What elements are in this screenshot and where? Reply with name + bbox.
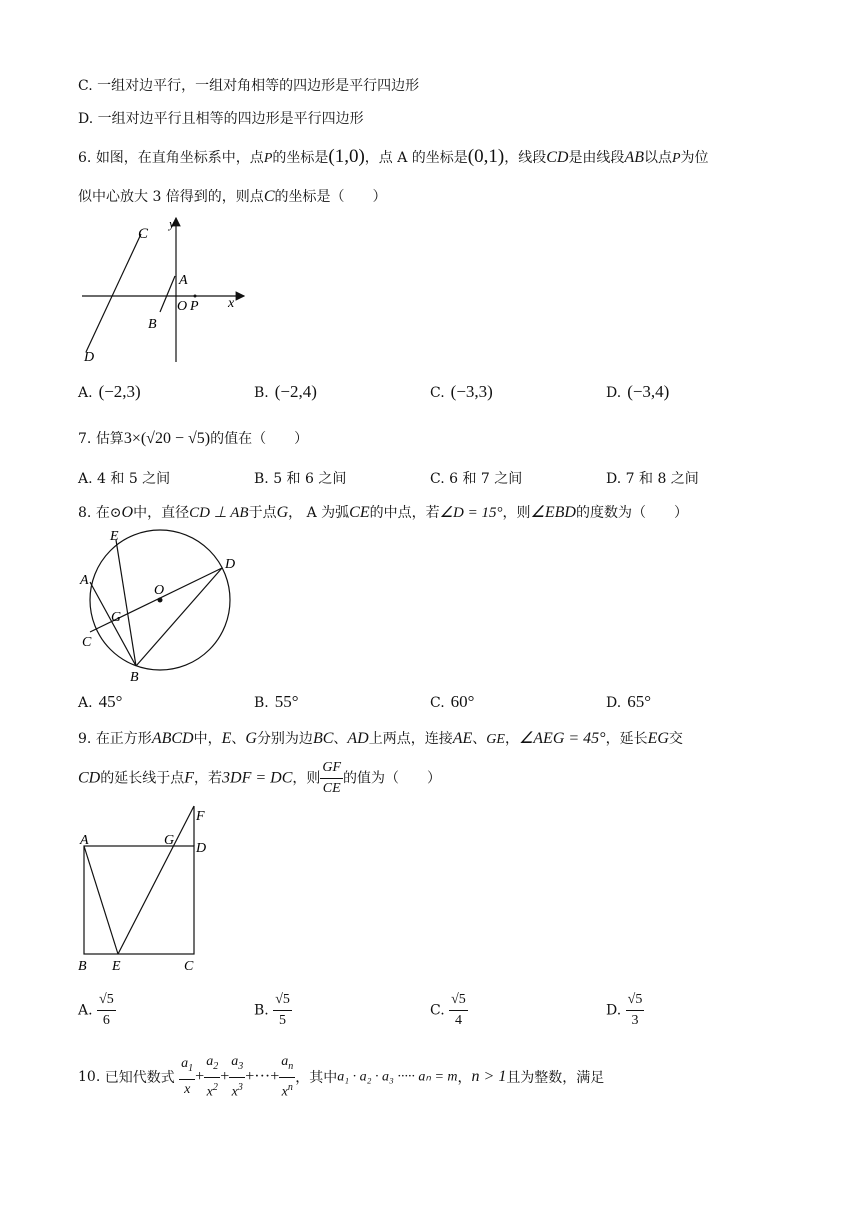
- term-a1-over-x: $\frac{a_1}{x}$: [181, 1056, 194, 1098]
- q10-text: ，: [457, 1070, 472, 1087]
- option-letter: A.: [78, 695, 93, 711]
- q9-text: 中，: [193, 731, 222, 747]
- question-number: 6.: [78, 150, 92, 166]
- q9-option-c[interactable]: [430, 990, 468, 1031]
- q9-text: 的值为（ ）: [343, 770, 442, 787]
- fraction-numerator: GF: [320, 758, 343, 779]
- q8-condition: CD ⊥ AB: [189, 505, 249, 521]
- side-cd: CD: [78, 769, 101, 787]
- fraction-denominator: 3: [631, 1013, 639, 1028]
- point-g: G: [276, 504, 289, 521]
- option-value: 4 和 5 之间: [97, 471, 171, 487]
- label-d: D: [225, 557, 236, 572]
- side-ad: AD: [347, 730, 369, 747]
- label-e: E: [112, 959, 121, 974]
- option-value: (−3,4): [627, 382, 670, 401]
- label-p: P: [190, 299, 199, 314]
- label-b: B: [130, 670, 139, 684]
- option-letter: D.: [606, 695, 622, 711]
- a-coordinate: (0,1): [467, 146, 505, 167]
- segment-ae: AE: [452, 730, 473, 747]
- question-6-line-2: [78, 186, 386, 206]
- q6-option-d[interactable]: [606, 382, 669, 402]
- label-a: A: [80, 833, 89, 848]
- option-letter: B.: [254, 1002, 269, 1019]
- fraction-denominator: CE: [322, 781, 341, 796]
- q9-text: 、: [231, 731, 246, 747]
- option-value: (−2,3): [98, 382, 141, 401]
- segment-eg: EG: [647, 730, 669, 747]
- q9-text: 上两点，连接: [368, 731, 453, 747]
- circle-o: O: [121, 504, 134, 521]
- label-d: D: [84, 350, 95, 365]
- question-number: 7.: [78, 431, 92, 447]
- angle-ebd: ∠EBD: [530, 504, 576, 521]
- label-a: A: [80, 573, 89, 588]
- q7-option-c[interactable]: [430, 468, 522, 488]
- q7-option-d[interactable]: [606, 468, 699, 488]
- option-letter: C.: [430, 471, 445, 487]
- point-g: G: [245, 730, 257, 747]
- option-letter: D.: [606, 385, 622, 401]
- q8-option-b[interactable]: [254, 692, 299, 712]
- question-number: 10.: [78, 1069, 101, 1086]
- q10-product: a₁ · a₂ · a₃ ····· aₙ = m: [337, 1069, 458, 1085]
- option-letter: D.: [606, 1002, 622, 1019]
- q9-text: ，若: [194, 770, 223, 787]
- option-letter: A.: [78, 471, 93, 487]
- label-e: E: [110, 529, 119, 544]
- chord-db: [136, 568, 222, 666]
- q9-text: 的延长线于点: [100, 770, 185, 787]
- fraction-denominator: 5: [279, 1013, 287, 1028]
- option-c-line: C. 一组对边平行，一组对角相等的四边形是平行四边形: [78, 78, 420, 94]
- q8-text: 在⊙: [95, 505, 122, 521]
- q6-option-c[interactable]: [430, 382, 493, 402]
- q9-text: 、: [333, 731, 348, 747]
- option-letter: A.: [78, 1002, 93, 1019]
- option-letter: A.: [78, 385, 93, 401]
- fraction-denominator: 4: [454, 1013, 462, 1028]
- q9-square-figure: [78, 802, 218, 978]
- option-value: 7 和 8 之间: [625, 471, 699, 487]
- question-number: 8.: [78, 505, 92, 521]
- q7-text: 的值在（ ）: [210, 431, 309, 447]
- q8-option-d[interactable]: [606, 692, 651, 712]
- q6-text: 以点: [643, 150, 672, 166]
- label-b: B: [148, 317, 157, 332]
- label-c: C: [138, 226, 149, 242]
- q9-option-b[interactable]: [254, 990, 292, 1031]
- option-letter: C.: [430, 385, 445, 401]
- q8-text: 的中点，若: [369, 505, 440, 521]
- question-9-line-1: 9. 在正方形ABCD中，E、G分别为边BC、AD上两点，连接AE、GE，∠AEG = 45°，延长EG交: [78, 730, 683, 747]
- fraction-numerator: √5: [97, 990, 116, 1011]
- fraction-denominator: 6: [102, 1013, 110, 1028]
- q9-text: 分别为边: [256, 731, 313, 747]
- option-letter: B.: [254, 695, 269, 711]
- label-b: B: [78, 959, 87, 974]
- gf-over-ce-fraction: [320, 758, 343, 799]
- q9-text: ，延长: [605, 731, 648, 747]
- q10-text: 且为整数，满足: [506, 1070, 605, 1087]
- q9-option-a[interactable]: [78, 990, 116, 1031]
- q9-text: ，则: [292, 770, 321, 787]
- point-p: P: [671, 151, 681, 166]
- label-f: F: [196, 809, 205, 824]
- arc-ce: CE: [349, 504, 370, 521]
- option-value: 60°: [450, 692, 475, 711]
- q8-option-c[interactable]: [430, 692, 474, 712]
- p-coordinate: (1,0): [328, 146, 365, 167]
- segment-ge: GE: [486, 732, 505, 747]
- q9-ratio-condition: 3DF = DC: [222, 769, 293, 787]
- q6-text: ，线段: [504, 150, 547, 166]
- label-g: G: [111, 610, 122, 625]
- option-letter: C.: [430, 1002, 445, 1019]
- point-e: E: [221, 730, 232, 747]
- point-p-dot: [194, 295, 197, 298]
- option-value: 5 和 6 之间: [273, 471, 347, 487]
- option-fraction: [626, 990, 645, 1031]
- option-letter: D.: [606, 471, 622, 487]
- point-c: C: [263, 188, 275, 205]
- square-abcd: ABCD: [151, 730, 194, 747]
- term-a2-over-x2: $\frac{a_2}{x^2}$: [206, 1054, 219, 1100]
- q6-text: 是由线段: [568, 150, 625, 166]
- q10-condition: n > 1: [471, 1068, 507, 1086]
- label-d: D: [196, 841, 207, 856]
- q8-text: 于点: [248, 505, 277, 521]
- q10-text: ，其中: [295, 1070, 338, 1087]
- option-value: 6 和 7 之间: [449, 471, 523, 487]
- label-o: O: [177, 299, 188, 314]
- term-an-over-xn: $\frac{a_n}{x^n}$: [281, 1054, 294, 1100]
- label-c: C: [184, 959, 194, 974]
- label-x: x: [228, 296, 235, 311]
- q7-expression: 3×(√20 − √5): [123, 430, 211, 447]
- q6-text: 的坐标是: [272, 150, 329, 166]
- center-dot: [158, 598, 163, 603]
- q9-text: 交: [668, 731, 683, 747]
- label-o: O: [154, 583, 165, 598]
- q6-text: 似中心放大 3 倍得到的，则点: [78, 189, 264, 205]
- point-p: P: [263, 151, 273, 166]
- segment-ab: AB: [624, 149, 644, 166]
- q8-text: 中，直径: [133, 505, 190, 521]
- q6-text: 的坐标是（ ）: [274, 189, 387, 205]
- q7-option-a[interactable]: [78, 468, 170, 488]
- q6-option-a[interactable]: [78, 382, 141, 402]
- segment-ae-line: [84, 846, 118, 954]
- question-10-line: 10. 已知代数式 $\frac{a_1}{x}$ + $\frac{a_2}{x^2}$ + $\frac{a_3}{x^3}$ +···+ $\frac{a_n}{x^n}$ ，其中a₁ · a₂ · a₃ ····· aₙ = m，n > 1且为整数，满足: [78, 1052, 604, 1102]
- fraction-numerator: √5: [449, 990, 468, 1011]
- option-fraction: [449, 990, 468, 1031]
- q8-option-a[interactable]: [78, 692, 122, 712]
- segment-cd-line: [86, 234, 141, 352]
- question-8-line: [78, 502, 688, 522]
- question-number: 9.: [78, 731, 92, 747]
- q8-circle-figure: [78, 528, 248, 684]
- option-value: 65°: [627, 692, 651, 711]
- q10-text: 已知代数式: [104, 1070, 175, 1087]
- option-letter: B.: [254, 471, 269, 487]
- q8-angle-d: ∠D = 15°: [439, 505, 503, 521]
- q9-text: 、: [472, 731, 487, 747]
- q6-text: 如图，在直角坐标系中，点: [95, 150, 264, 166]
- side-bc: BC: [312, 730, 334, 747]
- option-value: (−2,4): [274, 382, 317, 401]
- q6-text: 为位: [680, 150, 709, 166]
- option-value: 55°: [274, 692, 299, 711]
- fraction-numerator: √5: [626, 990, 645, 1011]
- q6-coordinate-figure: [78, 212, 248, 367]
- q8-text: ， A 为弧: [288, 505, 350, 521]
- option-d-line: D. 一组对边平行且相等的四边形是平行四边形: [78, 111, 364, 127]
- q8-text: ，则: [502, 505, 531, 521]
- segment-cd: CD: [546, 149, 569, 166]
- point-f: F: [184, 769, 195, 787]
- q9-angle-condition: ∠AEG = 45°: [518, 730, 606, 747]
- q7-text: 估算: [95, 431, 124, 447]
- q7-option-b[interactable]: [254, 468, 346, 488]
- label-a: A: [179, 273, 188, 288]
- segment-ef-line: [118, 806, 194, 954]
- segment-ab-line: [160, 276, 175, 312]
- question-7-line: [78, 428, 308, 448]
- option-value: 45°: [98, 692, 123, 711]
- q8-text: 的度数为（ ）: [575, 505, 688, 521]
- option-letter: C.: [430, 695, 445, 711]
- fraction-numerator: √5: [273, 990, 292, 1011]
- q9-text: 在正方形: [95, 731, 152, 747]
- label-c: C: [82, 635, 92, 650]
- diameter-cd: [90, 568, 222, 632]
- option-letter: B.: [254, 385, 269, 401]
- option-value: (−3,3): [450, 382, 493, 401]
- label-y: y: [169, 216, 175, 231]
- label-g: G: [164, 833, 175, 848]
- question-9-line-2: [78, 758, 441, 799]
- option-fraction: [273, 990, 292, 1031]
- q6-option-b[interactable]: [254, 382, 317, 402]
- q9-option-d[interactable]: [606, 990, 644, 1031]
- q6-text: ，点 A 的坐标是: [364, 150, 468, 166]
- term-a3-over-x3: $\frac{a_3}{x^3}$: [231, 1054, 244, 1100]
- question-6-line-1: [78, 146, 709, 168]
- option-fraction: [97, 990, 116, 1031]
